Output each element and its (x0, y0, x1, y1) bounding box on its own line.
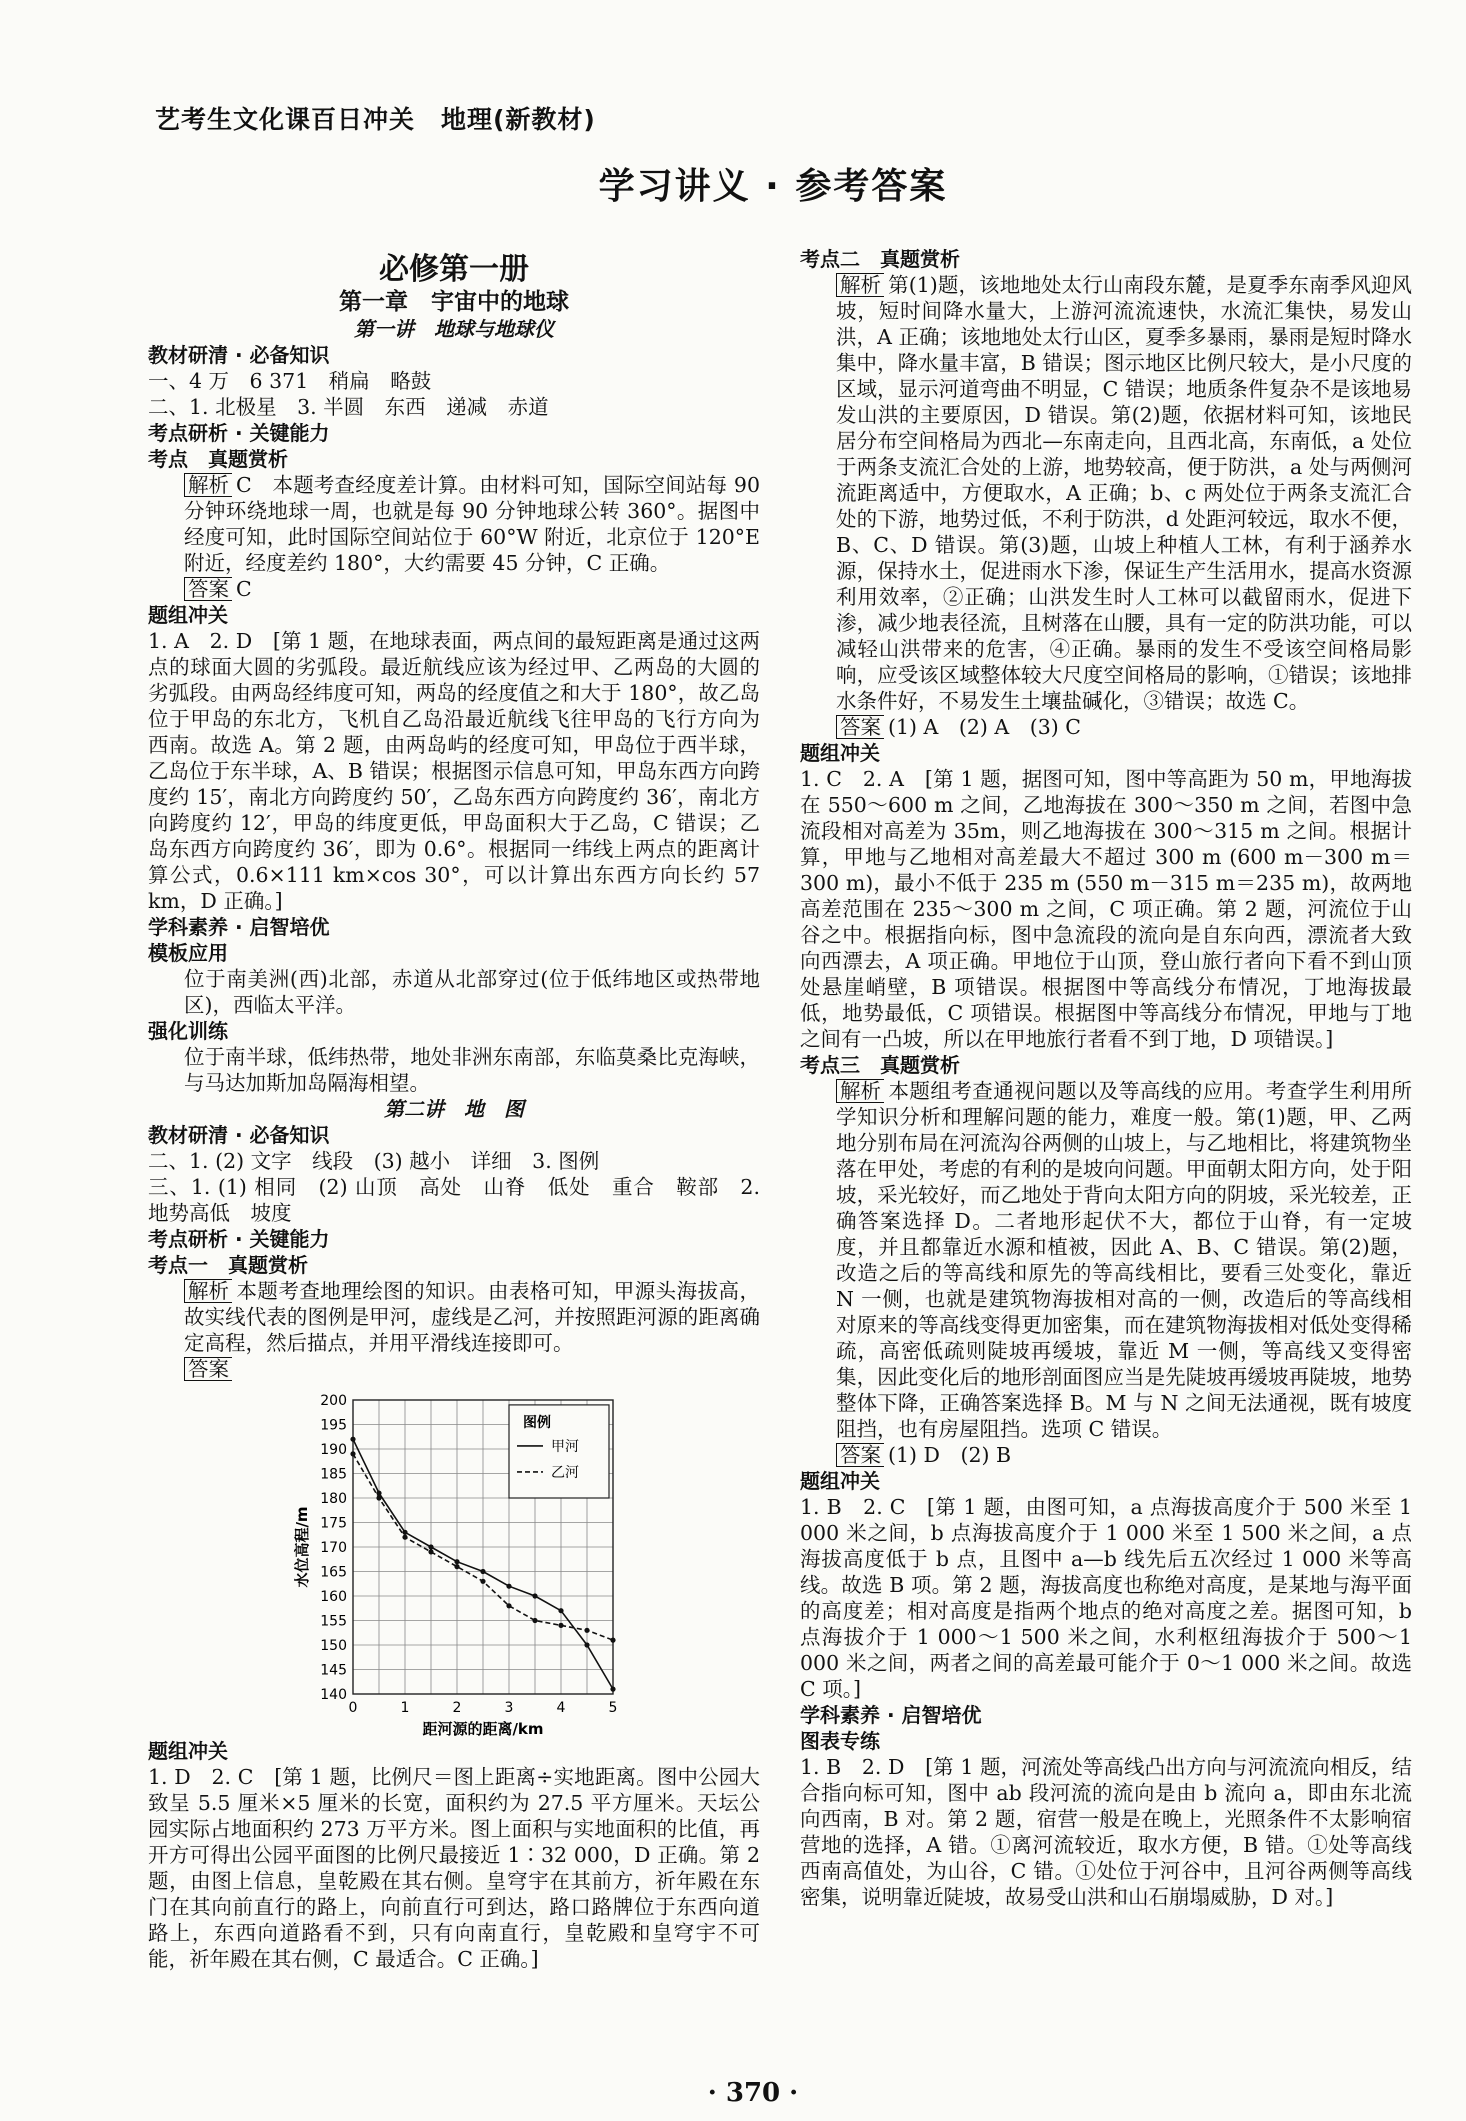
analysis-text: 本题组考查通视问题以及等高线的应用。考查学生利用所学知识分析和理解问题的能力，难度一般。第(1)题，甲、乙两地分别布局在河流沟谷两侧的山坡上，与乙地相比，将建筑物坐落在甲处，考虑的有利的是坡向问题。甲面朝太阳方向，处于阳坡，采光较好，而乙地处于背向太阳方向的阴坡，采光较差，正确答案选择 D。二者地形起伏不大，都位于山脊，有一定坡度，并且都靠近水源和植被，因此 A、B、C 错误。第(2)题，改造之后的等高线和原先的等高线相比，要看三处变化，靠近 N 一侧，也就是建筑物海拔相对高的一侧，改造后的等高线相对原来的等高线变得更加密集，而在建筑物海拔相对低处变得稀疏，高密低疏则陡坡再缓坡，靠近 M 一侧，等高线又变得密集，因此变化后的地形剖面图应当是先陡坡再缓坡再陡坡，地势整体下降，正确答案选择 B。M 与 N 之间无法通视，既有坡度阻挡，也有房屋阻挡。选项 C 错误。 (836, 1079, 1412, 1441)
lecture-heading: 第一讲 地球与地球仪 (354, 317, 554, 341)
data-point (610, 1638, 615, 1643)
data-point (506, 1603, 511, 1608)
data-point (376, 1491, 381, 1496)
data-point (428, 1549, 433, 1554)
chapter-heading: 第一章 宇宙中的地球 (339, 289, 569, 315)
data-point (584, 1628, 589, 1633)
y-tick-label: 170 (320, 1540, 347, 1556)
section-heading: 学科素养 · 启智培优 (800, 1703, 982, 1727)
analysis-paragraph (800, 272, 1412, 714)
y-tick-label: 145 (320, 1662, 347, 1679)
analysis-paragraph (148, 472, 760, 576)
lecture-heading: 第二讲 地 图 (384, 1097, 524, 1121)
analysis-text: 第(1)题，该地地处太行山南段东麓，是夏季东南季风迎风坡，短时间降水量大，上游河流流速快，水流汇集快，易发山洪，A 正确；该地地处太行山区，夏季多暴雨，暴雨是短时降水集中，降水量丰富，B 错误；图示地区比例尺较大，是小尺度的区域，显示河道弯曲不明显，C 错误；地质条件复杂不是该地易发山洪的主要原因，D 错误。第(2)题，依据材料可知，该地民居分布空间格局为西北—东南走向，且西北高，东南低，a 处位于两条支流汇合处的上游，地势较高，便于防洪，a 处与两侧河流距离适中，方便取水，A 正确；b、c 两处位于两条支流汇合处的下游，地势过低，不利于防洪，d 处距河较远，取水不便，B、C、D 错误。第(3)题，山坡上种植人工林，有利于涵养水源，保持水土，促进雨水下渗，保证生产生活用水，提高水资源利用效率，②正确；山洪发生时人工林可以截留雨水，促进下渗，减少地表径流，且树落在山腰，具有一定的防洪功能，可以减轻山洪带来的危害，④正确。暴雨的发生不受该空间格局影响，应受该区域整体较大尺度空间格局的影响，①错误；该地排水条件好，不易发生土壤盐碱化，③错误；故选 C。 (836, 273, 1412, 713)
answer-text: C (236, 577, 252, 601)
y-tick-label: 195 (320, 1417, 347, 1434)
group-practice-text: 1. D 2. C [第 1 题，比例尺＝图上距离÷实地距离。图中公园大致呈 5.5 厘米×5 厘米的长宽，面积约为 27.5 平方厘米。天坛公园实际占地面积约 273 万平方米。图上面积与实地面积的比值，再开方可得出公园平面图的比例尺最接近 1∶32 000，D 正确。第 2 题，由图上信息，皇乾殿在其右侧。皇穹宇在其前方，祈年殿在东门在其向前直行的路上，向前直行可到达，路口路牌位于东西向道路上，东西向道路看不到，只有向南直行，皇乾殿和皇穹宇不可能，祈年殿在其右侧，C 最适合。C 正确。] (148, 1765, 760, 1971)
x-tick-label: 4 (556, 1700, 566, 1716)
data-point (506, 1584, 511, 1589)
section-heading: 教材研清 · 必备知识 (148, 343, 330, 367)
answer-tag: 答案 (836, 1443, 884, 1467)
answer-tag: 答案 (184, 577, 232, 601)
knowledge-line: 二、1. (2) 文字 线段 (3) 越小 详细 3. 图例 (148, 1149, 600, 1173)
group-practice-heading: 题组冲关 (148, 603, 228, 627)
knowledge-line: 二、1. 北极星 3. 半圆 东西 递减 赤道 (148, 395, 549, 419)
kaodian-heading: 考点 真题赏析 (148, 447, 288, 471)
analysis-text: 本题考查地理绘图的知识。由表格可知，甲源头海拔高，故实线代表的图例是甲河，虚线是乙河，并按照距河源的距离确定高程，然后描点，并用平滑线连接即可。 (184, 1279, 760, 1355)
data-point (610, 1687, 615, 1692)
chart-practice-text: 1. B 2. D [第 1 题，河流处等高线凸出方向与河流流向相反，结合指向标可知，图中 ab 段河流的流向是由 b 流向 a，即由东北流向西南，B 对。第 2 题，宿营一般是在晚上，光照条件不太影响宿营地的选择，A 错。①离河流较近，取水方便，B 错。①处等高线西南高值处，为山谷，C 错。①处位于河谷中，且河谷两侧等高线密集，说明靠近陡坡，故易受山洪和山石崩塌威胁，D 对。] (800, 1755, 1412, 1909)
analysis-tag: 解析 (836, 1079, 884, 1103)
subsection-heading: 模板应用 (148, 941, 228, 965)
section-heading: 考点研析 · 关键能力 (148, 421, 330, 445)
section-heading: 学科素养 · 启智培优 (148, 915, 330, 939)
kaodian-heading: 考点一 真题赏析 (148, 1253, 308, 1277)
group-practice-heading: 题组冲关 (148, 1739, 228, 1763)
x-tick-label: 5 (608, 1700, 618, 1716)
kaodian-heading: 考点三 真题赏析 (800, 1053, 960, 1077)
data-point (480, 1579, 485, 1584)
group-practice-text: 1. B 2. C [第 1 题，由图可知，a 点海拔高度介于 500 米至 1 000 米之间，b 点海拔高度介于 1 000 米至 1 500 米之间，a 点海拔高度低于 b 点，且图中 a—b 线先后五次经过 1 000 米等高线。故选 B 项。第 2 题，海拔高度也称绝对高度，是某地与海平面的高度差；相对高度是指两个地点的绝对高度之差。据图可知，b 点海拔介于 1 000～1 500 米之间，水利枢纽海拔介于 500～1 000 米之间，两者之间的高差最可能介于 0～1 000 米之间。故选 C 项。] (800, 1495, 1412, 1701)
right-column (800, 246, 1412, 1910)
subsection-heading: 强化训练 (148, 1019, 228, 1043)
x-tick-label: 2 (452, 1700, 462, 1716)
y-tick-label: 160 (320, 1589, 347, 1605)
answer-tag: 答案 (184, 1357, 232, 1381)
analysis-text: C 本题考查经度差计算。由材料可知，国际空间站每 90 分钟环绕地球一周，也就是每 90 分钟地球公转 360°。据图中经度可知，此时国际空间站位于 60°W 附近，北京位于 120°E 附近，经度差约 180°，大约需要 45 分钟，C 正确。 (184, 473, 760, 575)
knowledge-line: 三、1. (1) 相同 (2) 山顶 高处 山脊 低处 重合 鞍部 2. 地势高低 坡度 (148, 1175, 760, 1225)
legend-label: 甲河 (551, 1438, 579, 1455)
section-heading: 考点研析 · 关键能力 (148, 1227, 330, 1251)
kaodian-heading: 考点二 真题赏析 (800, 247, 960, 271)
book-heading: 必修第一册 (379, 252, 529, 287)
data-point (428, 1544, 433, 1549)
subsection-heading: 图表专练 (800, 1729, 880, 1753)
group-practice-heading: 题组冲关 (800, 1469, 880, 1493)
analysis-paragraph (800, 1078, 1412, 1442)
group-practice-heading: 题组冲关 (800, 741, 880, 765)
y-tick-label: 200 (320, 1393, 347, 1409)
training-text: 位于南半球，低纬热带，地处非洲东南部，东临莫桑比克海峡，与马达加斯加岛隔海相望。 (184, 1045, 760, 1095)
data-point (558, 1623, 563, 1628)
analysis-tag: 解析 (836, 273, 884, 297)
answer-paragraph (800, 714, 1412, 740)
data-point (376, 1495, 381, 1500)
left-column (148, 242, 760, 1972)
elevation-line-chart (148, 1386, 760, 1736)
x-tick-label: 0 (348, 1700, 358, 1716)
x-tick-label: 3 (504, 1700, 514, 1716)
knowledge-line: 一、4 万 6 371 稍扁 略鼓 (148, 369, 432, 393)
answer-paragraph (148, 1356, 760, 1382)
answer-text: (1) D (2) B (888, 1443, 1012, 1467)
data-point (350, 1451, 355, 1456)
answer-tag: 答案 (836, 715, 884, 739)
data-point (584, 1642, 589, 1647)
y-tick-label: 165 (320, 1564, 347, 1581)
x-tick-label: 1 (400, 1700, 410, 1716)
data-point (480, 1569, 485, 1574)
main-title: 学习讲义 · 参考答案 (598, 166, 948, 207)
y-tick-label: 180 (320, 1491, 347, 1507)
data-point (402, 1535, 407, 1540)
data-point (532, 1593, 537, 1598)
y-tick-label: 175 (320, 1515, 347, 1532)
section-heading: 教材研清 · 必备知识 (148, 1123, 330, 1147)
analysis-tag: 解析 (184, 473, 232, 497)
y-tick-label: 185 (320, 1466, 347, 1483)
answer-paragraph (148, 576, 760, 602)
data-point (532, 1618, 537, 1623)
legend-label: 乙河 (551, 1464, 579, 1481)
y-tick-label: 150 (320, 1638, 347, 1654)
answer-text: (1) A (2) A (3) C (888, 715, 1081, 739)
book-title: 艺考生文化课百日冲关 地理(新教材) (155, 105, 596, 134)
data-point (350, 1437, 355, 1442)
page-number: · 370 · (707, 2078, 799, 2108)
legend-title: 图例 (523, 1414, 551, 1431)
y-tick-label: 190 (320, 1442, 347, 1458)
answer-paragraph (800, 1442, 1412, 1468)
data-point (454, 1559, 459, 1564)
x-axis-label: 距河源的距离/km (422, 1720, 544, 1736)
analysis-paragraph (148, 1278, 760, 1356)
template-text: 位于南美洲(西)北部，赤道从北部穿过(位于低纬地区或热带地区)，西临太平洋。 (184, 967, 760, 1017)
data-point (558, 1608, 563, 1613)
y-axis-label: 水位高程/m (293, 1506, 311, 1588)
group-practice-text: 1. A 2. D [第 1 题，在地球表面，两点间的最短距离是通过这两点的球面大圆的劣弧段。最近航线应该为经过甲、乙两岛的大圆的劣弧段。由两岛经纬度可知，两岛的经度值之和大于 180°，故乙岛位于甲岛的东北方，飞机自乙岛沿最近航线飞往甲岛的飞行方向为西南。故选 A。第 2 题，由两岛屿的经度可知，甲岛位于西半球，乙岛位于东半球，A、B 错误；根据图示信息可知，甲岛东西方向跨度约 15′，南北方向跨度约 50′，乙岛东西方向跨度约 36′，南北方向跨度约 12′，甲岛的纬度更低，甲岛面积大于乙岛，C 错误；乙岛东西方向跨度约 36′，即为 0.6°。根据同一纬线上两点的距离计算公式，0.6×111 km×cos 30°，可以计算出东西方向长约 57 km，D 正确。] (148, 629, 760, 913)
analysis-tag: 解析 (184, 1279, 232, 1303)
group-practice-text: 1. C 2. A [第 1 题，据图可知，图中等高距为 50 m，甲地海拔在 550～600 m 之间，乙地海拔在 300～350 m 之间，若图中急流段相对高差为 35m，则乙地海拔在 300～315 m 之间。根据计算，甲地与乙地相对高差最大不超过 300 m (600 m－300 m＝300 m)，最小不低于 235 m (550 m－315 m＝235 m)，故两地高差范围在 235～300 m 之间，C 项正确。第 2 题，河流位于山谷之中。根据指向标，图中急流段的流向是自东向西，漂流者大致向西漂去，A 项正确。甲地位于山顶，登山旅行者向下看不到山顶处悬崖峭壁，B 项错误。根据图中等高线分布情况，丁地海拔最低，地势最低，C 项错误。根据图中等高线分布情况，甲地与丁地之间有一凸坡，所以在甲地旅行者看不到丁地，D 项错误。] (800, 767, 1412, 1051)
data-point (402, 1530, 407, 1535)
data-point (454, 1564, 459, 1569)
y-tick-label: 140 (320, 1687, 347, 1703)
y-tick-label: 155 (320, 1613, 347, 1630)
